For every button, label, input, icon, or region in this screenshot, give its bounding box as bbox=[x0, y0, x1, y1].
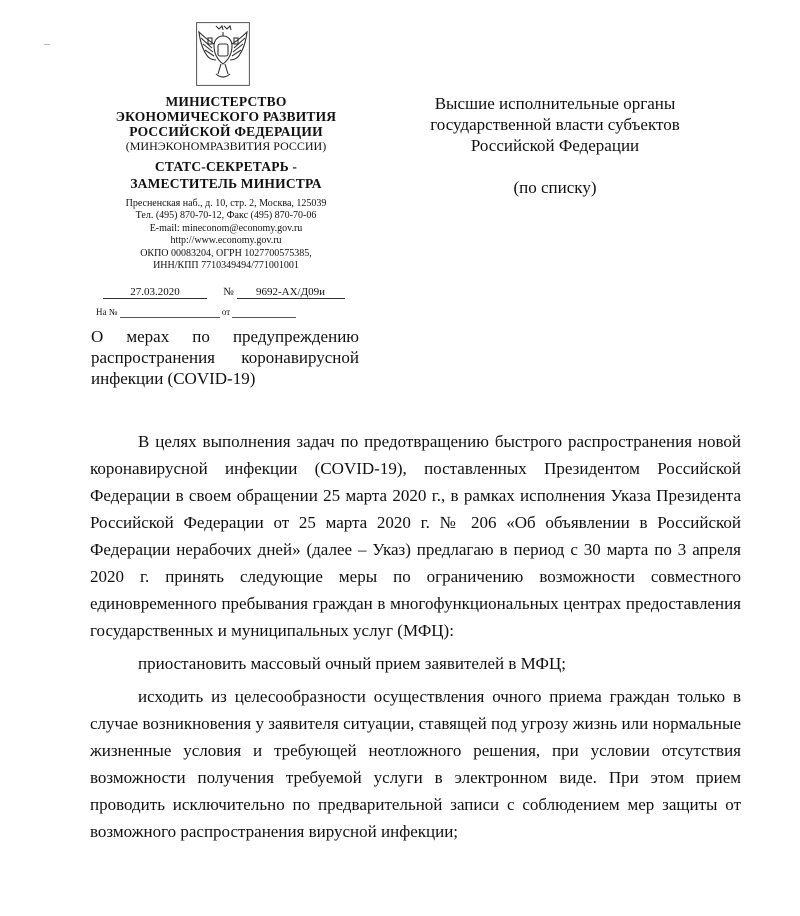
body-paragraph: исходить из целесообразности осуществления очного приема граждан только в случае возникновения у заявителя ситуации, ставящей под угрозу жизнь или нормальные жизненные условия и требующей неотложного решения, при условии отсутствия возможности получения требуемой услуги в электронном виде. При этом прием проводить исключительно по предварительной записи с соблюдением мер защиты от возможного распространения вирусной инфекции; bbox=[90, 687, 741, 841]
contact-website: http://www.economy.gov.ru bbox=[170, 235, 282, 247]
document-number: 9692-АХ/Д09и bbox=[237, 286, 345, 299]
addressee-block bbox=[400, 93, 710, 156]
body-paragraph: приостановить массовый очный прием заявителей в МФЦ; bbox=[138, 654, 566, 673]
contact-details bbox=[88, 198, 364, 272]
registration-line bbox=[103, 286, 345, 299]
addressee-line: государственной власти субъектов bbox=[430, 115, 680, 134]
ministry-line: РОССИЙСКОЙ ФЕДЕРАЦИИ bbox=[129, 124, 323, 139]
ministry-short-name: (МИНЭКОНОМРАЗВИТИЯ РОССИИ) bbox=[125, 139, 327, 153]
contact-okpo-ogrn: ОКПО 00083204, ОГРН 1027700575385, bbox=[140, 247, 312, 259]
scan-mark bbox=[44, 44, 50, 45]
ministry-line: МИНИСТЕРСТВО bbox=[165, 94, 287, 109]
ministry-line: ЭКОНОМИЧЕСКОГО РАЗВИТИЯ bbox=[115, 109, 337, 124]
number-label: № bbox=[223, 286, 234, 298]
ministry-name bbox=[88, 94, 364, 139]
addressee-line: Российской Федерации bbox=[470, 136, 640, 155]
addressee-line: Высшие исполнительные органы bbox=[434, 94, 676, 113]
letter-body bbox=[90, 428, 741, 845]
document-date: 27.03.2020 bbox=[103, 286, 207, 299]
reference-line bbox=[96, 307, 296, 318]
addressee-list-note: (по списку) bbox=[513, 178, 597, 197]
document-subject: О мерах по предупреждению распространения коронавирусной инфекции (COVID-19) bbox=[91, 327, 359, 388]
contact-address: Пресненская наб., д. 10, стр. 2, Москва, 125039 bbox=[125, 198, 327, 209]
sender-block bbox=[88, 94, 364, 272]
contact-inn-kpp: ИНН/КПП 7710349494/771001001 bbox=[153, 260, 299, 272]
position-line: СТАТС-СЕКРЕТАРЬ - bbox=[154, 159, 298, 174]
ref-number-label: На № bbox=[96, 307, 118, 317]
contact-phone: Тел. (495) 870-70-12, Факс (495) 870-70-06 bbox=[135, 210, 317, 222]
contact-email: E-mail: mineconom@economy.gov.ru bbox=[149, 222, 303, 234]
position-line: ЗАМЕСТИТЕЛЬ МИНИСТРА bbox=[130, 176, 322, 191]
ref-from-label: от bbox=[221, 307, 231, 317]
russian-coat-of-arms-icon bbox=[196, 22, 250, 86]
sender-position bbox=[88, 158, 364, 192]
body-paragraph: В целях выполнения задач по предотвращению быстрого распространения новой коронавирусной инфекции (COVID-19), поставленных Президентом Российской Федерации в своем обращении 25 марта 2020 г., в рамках исполнения Указа Президента Российской Федерации от 25 марта 2020 г. № 206 «Об объявлении в Российской Федерации нерабочих дней» (далее – Указ) предлагаю в период с 30 марта по 3 апреля 2020 г. принять следующие меры по ограничению возможности совместного единовременного пребывания граждан в многофункциональных центрах предоставления государственных и муниципальных услуг (МФЦ): bbox=[90, 432, 741, 640]
